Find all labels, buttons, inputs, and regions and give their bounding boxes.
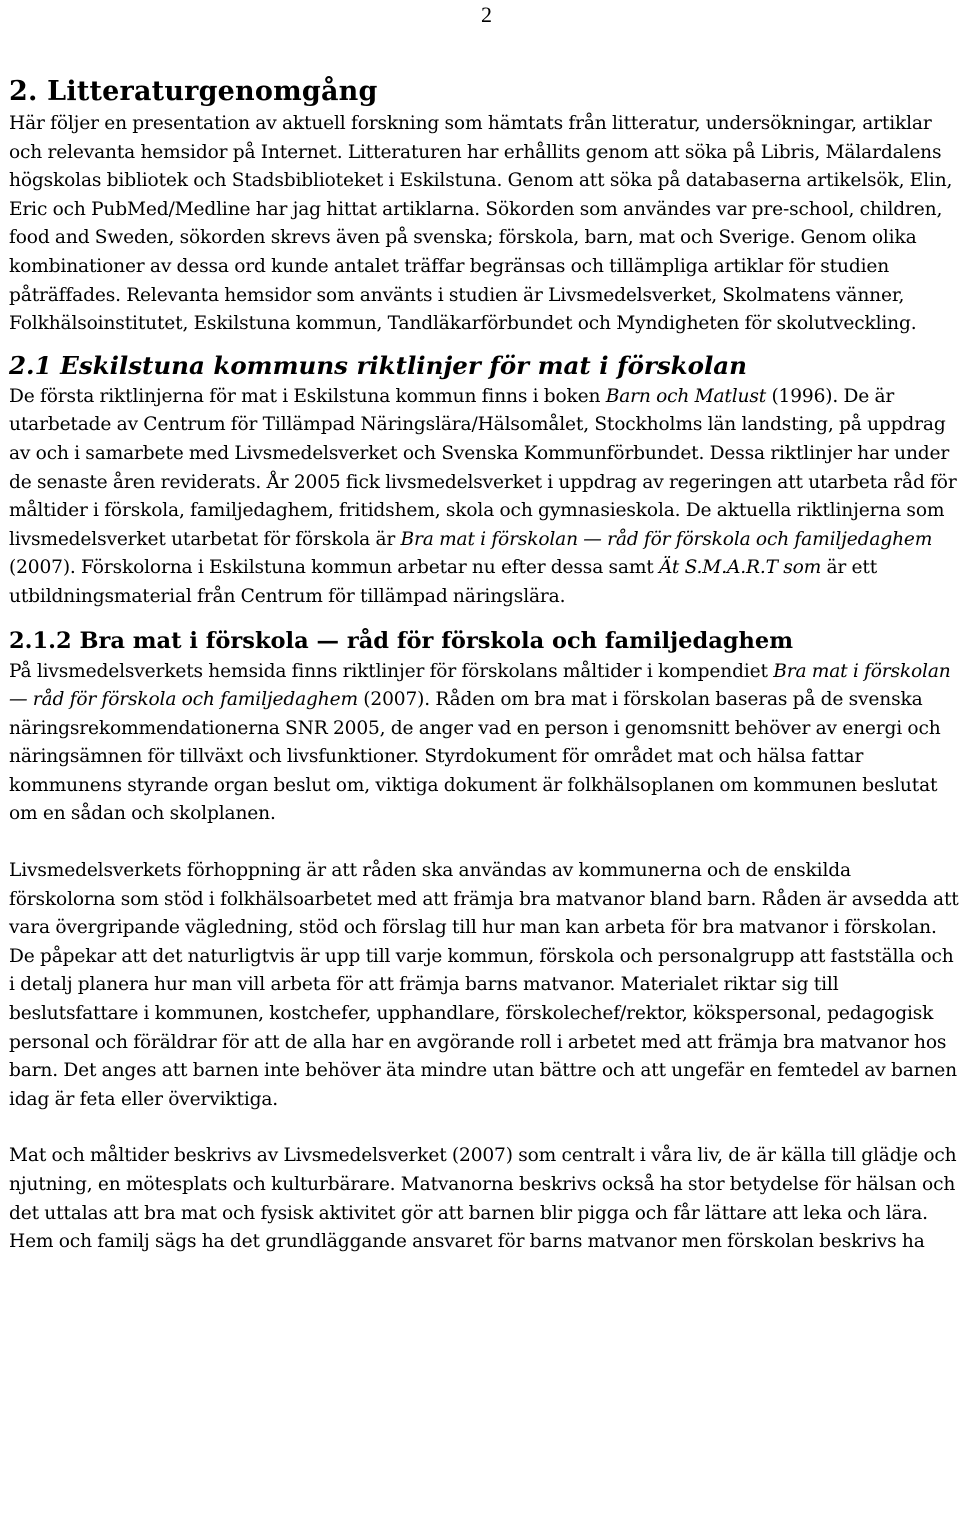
text-run: är ett utbildningsmaterial från Centrum för tillämpad näringslära. (9, 557, 878, 607)
page-number: 2 (481, 2, 492, 27)
text-run: (2007). Förskolorna i Eskilstuna kommun arbetar nu efter dessa samt (9, 557, 659, 579)
section-2-1-paragraph (9, 383, 959, 612)
text-run: (1996). De är utarbetade av Centrum för Tillämpad Näringslära/Hälsomålet, Stockholms län landsting, på uppdrag av och i samarbete med Livsmedelsverket och Svenska Kommunförbundet. Dessa riktlinjer har under de senaste åren reviderats. År 2005 fick livsmedelsverket i uppdrag av regeringen att utarbeta råd för måltider i förskola, familjedaghem, fritidshem, skola och gymnasieskola. De aktuella riktlinjerna som livsmedelsverket utarbetat för förskola är (9, 385, 957, 550)
text-run: (2007). Råden om bra mat i förskolan baseras på de svenska näringsrekommendationerna SNR 2005, de anger vad en person i genomsnitt behöver av energi och näringsämnen för tillväxt och livsfunktioner. Styrdokument för området mat och hälsa fattar kommunens styrande organ beslut om, viktiga dokument är folkhälsoplanen om kommunen beslutat om en sådan och skolplanen. (9, 689, 941, 825)
section-heading-2: 2. Litteraturgenomgång (9, 76, 378, 107)
section-heading-2-1: 2.1 Eskilstuna kommuns riktlinjer för mat i förskolan (9, 350, 747, 380)
section-2-1-2-paragraph-2: Livsmedelsverkets förhoppning är att råden ska användas av kommunerna och de enskilda förskolorna som stöd i folkhälsoarbetet med att främja bra matvanor bland barn. Råden är avsedda att vara övergripande vägledning, stöd och förslag till hur man kan arbeta för bra matvanor i förskolan. De påpekar att det naturligtvis är upp till varje kommun, förskola och personalgrupp att fastställa och i detalj planera hur man vill arbeta för att främja barns matvanor. Materialet riktar sig till beslutsfattare i kommunen, kostchefer, upphandlare, förskolechef/rektor, kökspersonal, pedagogisk personal och föräldrar för att de alla har en avgörande roll i arbetet med att främja bra matvanor hos barn. Det anges att barnen inte behöver äta mindre utan bättre och att ungefär en femtedel av barnen idag är feta eller överviktiga. (9, 860, 959, 1110)
section-2-paragraph: Här följer en presentation av aktuell forskning som hämtats från litteratur, undersökningar, artiklar och relevanta hemsidor på Internet. Litteraturen har erhållits genom att söka på Libris, Mälardalens högskolas bibliotek och Stadsbiblioteket i Eskilstuna. Genom att söka på databaserna artikelsök, Elin, Eric och PubMed/Medline har jag hittat artiklarna. Sökorden som användes var pre-school, children, food and Sweden, sökorden skrevs även på svenska; förskola, barn, mat och Sverige. Genom olika kombinationer av dessa ord kunde antalet träffar begränsas och tillämpliga artiklar för studien påträffades. Relevanta hemsidor som använts i studien är Livsmedelsverket, Skolmatens vänner, Folkhälsoinstitutet, Eskilstuna kommun, Tandläkarförbundet och Myndigheten för skolutveckling. (9, 113, 953, 335)
text-run: På livsmedelsverkets hemsida finns riktlinjer för förskolans måltider i kompendiet (9, 660, 774, 682)
section-2-1-2-paragraph-1 (9, 658, 959, 830)
text-run: De första riktlinjerna för mat i Eskilstuna kommun finns i boken (9, 385, 606, 407)
section-2-1-2-paragraph-3: Mat och måltider beskrivs av Livsmedelsverket (2007) som centralt i våra liv, de är källa till glädje och njutning, en mötesplats och kulturbärare. Matvanorna beskrivs också ha stor betydelse för hälsan och det uttalas att bra mat och fysisk aktivitet gör att barnen blir pigga och får lättare att leka och lära. Hem och familj sägs ha det grundläggande ansvaret för barns matvanor men förskolan beskrivs ha (9, 1145, 957, 1253)
material-title: Ät S.M.A.R.T som (658, 557, 822, 579)
guide-title: Bra mat i förskolan — råd för förskola och familjedaghem (400, 528, 933, 550)
book-title: Barn och Matlust (605, 385, 767, 407)
document-body (9, 74, 959, 1257)
section-heading-2-1-2: 2.1.2 Bra mat i förskola — råd för förskola och familjedaghem (9, 627, 794, 654)
compendium-title: Bra mat i förskolan — råd för förskola och familjedaghem (9, 660, 951, 711)
